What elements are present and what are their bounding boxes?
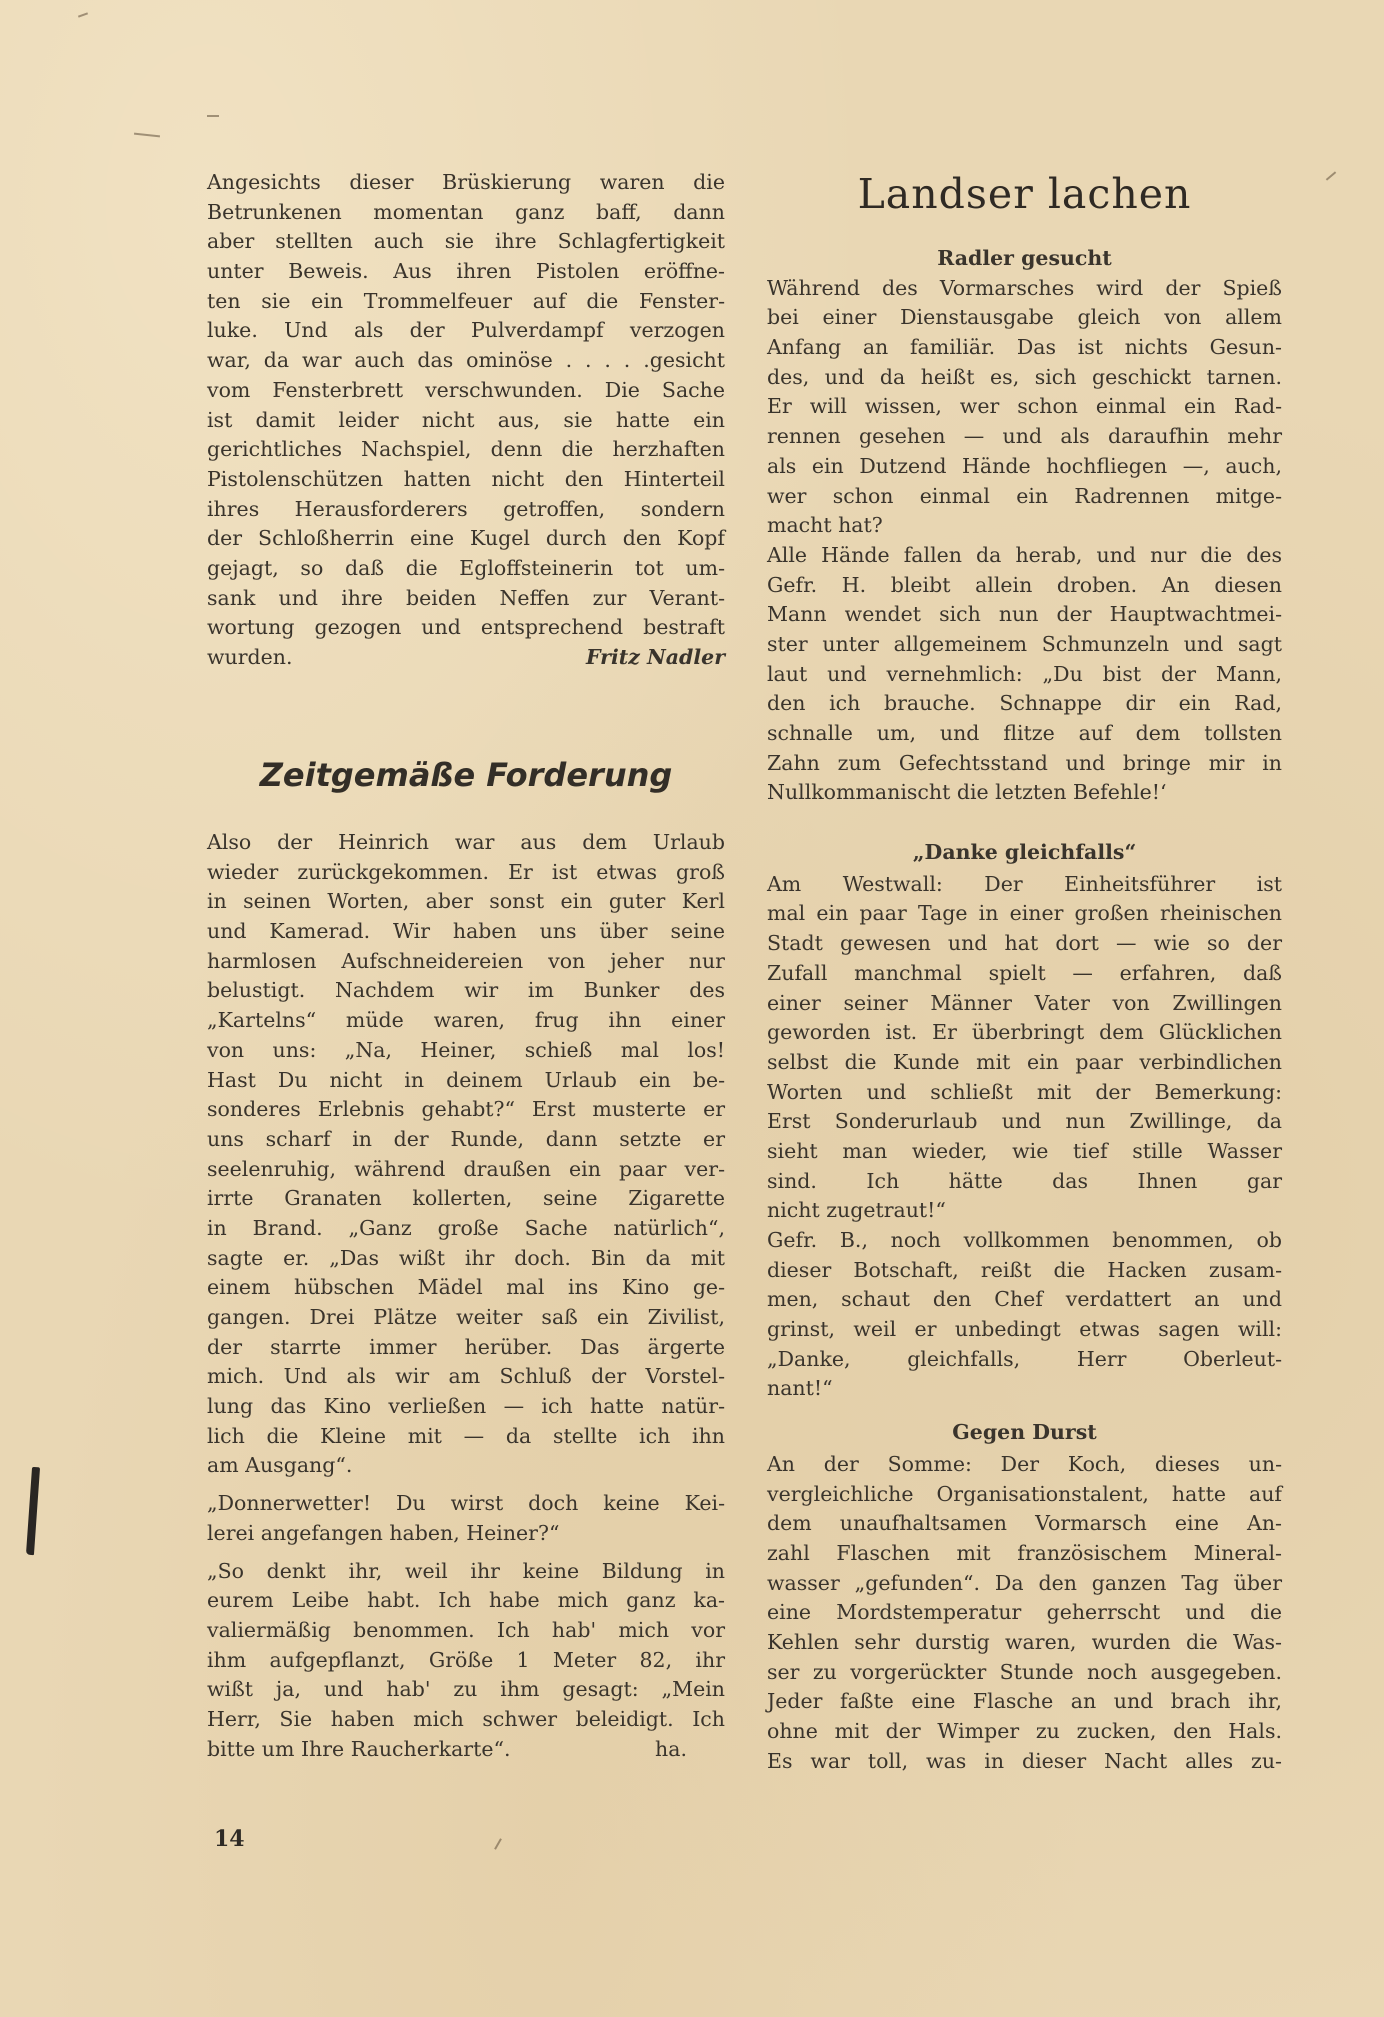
section-heading-durst: Gegen Durst (952, 1420, 1097, 1445)
text-line: Jeder faßte eine Flasche an und brach ihr, (767, 1689, 1282, 1714)
text-line: einem hübschen Mädel mal ins Kino ge- (207, 1275, 725, 1300)
text-line: laut und vernehmlich: „Du bist der Mann, (767, 661, 1282, 686)
article-author: ha. (655, 1736, 687, 1761)
text-line: gejagt, so daß die Egloffsteinerin tot um- (207, 555, 725, 580)
text-line: nicht zugetraut!“ (767, 1198, 946, 1223)
story-final-line (207, 643, 725, 673)
text-line: Angesichts dieser Brüskierung waren die (207, 170, 725, 194)
text-line: des, und da heißt es, sich geschickt tarnen. (767, 364, 1282, 389)
text-line: und Kamerad. Wir haben uns über seine (207, 919, 725, 944)
text-line: geworden ist. Er überbringt dem Glücklichen (767, 1020, 1282, 1045)
text-line: bei einer Dienstausgabe gleich von allem (767, 305, 1282, 330)
text-line: selbst die Kunde mit ein paar verbindlichen (767, 1049, 1282, 1074)
article-final-line (207, 1735, 725, 1765)
text-line: Herr, Sie haben mich schwer beleidigt. Ich (207, 1706, 725, 1731)
text-line: wißt ja, und hab' zu ihm gesagt: „Mein (207, 1677, 725, 1702)
text-line: macht hat? (767, 513, 883, 538)
text-line: Anfang an familiär. Das ist nichts Gesun- (767, 335, 1282, 360)
right-column (767, 244, 1282, 1776)
text-line: der Schloßherrin eine Kugel durch den Kopf (207, 526, 725, 551)
text-line: der starrte immer herüber. Das ärgerte (207, 1334, 725, 1359)
text-line: Gefr. B., noch vollkommen benommen, ob (767, 1228, 1282, 1252)
paper-speck (78, 12, 88, 17)
section-heading-radler: Radler gesucht (937, 246, 1112, 270)
text-line: zahl Flaschen mit französischem Mineral- (767, 1540, 1282, 1565)
text-line: An der Somme: Der Koch, dieses un- (767, 1451, 1282, 1476)
text-line: wieder zurückgekommen. Er ist etwas groß (207, 859, 725, 884)
text-line: eurem Leibe habt. Ich habe mich ganz ka- (207, 1588, 725, 1613)
text-line: gerichtliches Nachspiel, denn die herzhaften (207, 437, 725, 462)
text-line: „Kartelns“ müde waren, frug ihn einer (207, 1008, 725, 1033)
story-final-text: wurden. (207, 645, 293, 669)
text-line: gangen. Drei Plätze weiter saß ein Zivilist, (207, 1305, 725, 1329)
text-line: vergleichliche Organisationstalent, hatte auf (767, 1481, 1282, 1506)
text-line: Er will wissen, wer schon einmal ein Rad- (767, 394, 1282, 419)
text-line: ohne mit der Wimper zu zucken, den Hals. (767, 1719, 1282, 1743)
author-signature: Fritz Nadler (585, 645, 725, 669)
text-line: uns scharf in der Runde, dann setzte er (207, 1126, 725, 1151)
left-column (207, 168, 725, 673)
paper-speck (207, 115, 219, 117)
text-line: ihm aufgepflanzt, Größe 1 Meter 82, ihr (207, 1647, 725, 1672)
text-line: Zahn zum Gefechtsstand und bringe mir in (767, 750, 1282, 775)
text-line: war, da war auch das ominöse . . . . .gesicht (207, 348, 725, 373)
text-line: sieht man wieder, wie tief stille Wasser (767, 1138, 1282, 1163)
story-ending (207, 168, 725, 643)
text-line: eine Mordstemperatur geherrscht und die (767, 1600, 1282, 1625)
text-line: Nullkommanischt die letzten Befehle!‘ (767, 780, 1167, 805)
text-line: men, schaut den Chef verdattert an und (767, 1287, 1282, 1312)
text-line: dem unaufhaltsamen Vormarsch eine An- (767, 1511, 1282, 1536)
text-line: belustigt. Nachdem wir im Bunker des (207, 978, 725, 1003)
text-line: Es war toll, was in dieser Nacht alles zu- (767, 1748, 1282, 1773)
text-line: vom Fensterbrett verschwunden. Die Sache (207, 377, 725, 402)
text-line: von uns: „Na, Heiner, schieß mal los! (207, 1037, 725, 1062)
text-line: dieser Botschaft, reißt die Hacken zusam- (767, 1257, 1282, 1282)
article-body (207, 828, 725, 1764)
text-line: grinst, weil er unbedingt etwas sagen will: (767, 1317, 1282, 1342)
text-line: Stadt gewesen und hat dort — wie so der (767, 931, 1282, 956)
paper-speck (494, 1838, 502, 1849)
article-paragraph-3 (207, 1557, 725, 1735)
pencil-mark (26, 1467, 40, 1555)
text-line: als ein Dutzend Hände hochfliegen —, auch, (767, 453, 1282, 478)
text-line: „Danke, gleichfalls, Herr Oberleut- (767, 1346, 1282, 1371)
text-line: ist damit leider nicht aus, sie hatte ein (207, 407, 725, 432)
text-line: Während des Vormarsches wird der Spieß (767, 275, 1282, 300)
text-line: Hast Du nicht in deinem Urlaub ein be- (207, 1067, 725, 1092)
page-number: 14 (214, 1826, 245, 1852)
text-line: wortung gezogen und entsprechend bestraft (207, 615, 725, 640)
text-line: valiermäßig benommen. Ich hab' mich vor (207, 1617, 725, 1642)
section-body-radler (767, 274, 1282, 808)
text-line: Kehlen sehr durstig waren, wurden die Was- (767, 1629, 1282, 1654)
text-line: Betrunkenen momentan ganz baff, dann (207, 199, 725, 224)
article-final-text: bitte um Ihre Raucherkarte“. (207, 1736, 511, 1761)
text-line: Mann wendet sich nun der Hauptwachtmei- (767, 602, 1282, 627)
text-line: Alle Hände fallen da herab, und nur die des (767, 542, 1282, 567)
text-line: Pistolenschützen hatten nicht den Hinterteil (207, 466, 725, 491)
text-line: wer schon einmal ein Radrennen mitge- (767, 483, 1282, 508)
section-body-danke (767, 870, 1282, 1404)
text-line: ser zu vorgerückter Stunde noch ausgegeben. (767, 1659, 1282, 1684)
section-title-landser-lachen: Landser lachen (857, 170, 1192, 218)
text-line: mal ein paar Tage in einer großen rheinischen (767, 901, 1282, 926)
text-line: irrte Granaten kollerten, seine Zigarette (207, 1186, 725, 1211)
text-line: ihres Herausforderers getroffen, sondern (207, 496, 725, 521)
article-paragraph-2 (207, 1489, 725, 1548)
article-title: Zeitgemäße Forderung (259, 756, 673, 794)
paper-speck (1326, 171, 1336, 180)
text-line: „Donnerwetter! Du wirst doch keine Kei- (207, 1491, 725, 1516)
text-line: ster unter allgemeinem Schmunzeln und sagt (767, 631, 1282, 656)
text-line: sonderes Erlebnis gehabt?“ Erst musterte er (207, 1097, 725, 1122)
text-line: Zufall manchmal spielt — erfahren, daß (767, 960, 1282, 985)
text-line: in Brand. „Ganz große Sache natürlich“, (207, 1215, 725, 1240)
section-body-durst (767, 1450, 1282, 1777)
text-line: lerei angefangen haben, Heiner?“ (207, 1520, 560, 1545)
text-line: „So denkt ihr, weil ihr keine Bildung in (207, 1558, 725, 1583)
text-line: Gefr. H. bleibt allein droben. An diesen (767, 572, 1282, 597)
text-line: Also der Heinrich war aus dem Urlaub (207, 830, 725, 854)
text-line: sank und ihre beiden Neffen zur Verant- (207, 585, 725, 610)
text-line: schnalle um, und flitze auf dem tollsten (767, 721, 1282, 745)
text-line: Erst Sonderurlaub und nun Zwillinge, da (767, 1109, 1282, 1134)
text-line: ten sie ein Trommelfeuer auf die Fenster- (207, 288, 725, 313)
text-line: lich die Kleine mit — da stellte ich ihn (207, 1423, 725, 1448)
text-line: sagte er. „Das wißt ihr doch. Bin da mit (207, 1245, 725, 1270)
text-line: lung das Kino verließen — ich hatte natür- (207, 1394, 725, 1419)
text-line: aber stellten auch sie ihre Schlagfertigkeit (207, 229, 725, 254)
text-line: den ich brauche. Schnappe dir ein Rad, (767, 691, 1282, 716)
text-line: Am Westwall: Der Einheitsführer ist (767, 871, 1282, 896)
text-line: unter Beweis. Aus ihren Pistolen eröffne- (207, 259, 725, 284)
text-line: am Ausgang“. (207, 1453, 353, 1478)
text-line: seelenruhig, während draußen ein paar ver- (207, 1156, 725, 1181)
text-line: sind. Ich hätte das Ihnen gar (767, 1168, 1282, 1193)
section-heading-danke: „Danke gleichfalls“ (912, 840, 1137, 865)
text-line: in seinen Worten, aber sonst ein guter Kerl (207, 889, 725, 914)
text-line: nant!“ (767, 1376, 833, 1401)
paper-speck (134, 133, 160, 138)
text-line: einer seiner Männer Vater von Zwillingen (767, 990, 1282, 1015)
text-line: luke. Und als der Pulverdampf verzogen (207, 318, 725, 343)
article-paragraph-1 (207, 828, 725, 1481)
text-line: mich. Und als wir am Schluß der Vorstel- (207, 1364, 725, 1389)
text-line: harmlosen Aufschneidereien von jeher nur (207, 948, 725, 973)
text-line: Worten und schließt mit der Bemerkung: (767, 1079, 1282, 1104)
text-line: rennen gesehen — und als daraufhin mehr (767, 424, 1282, 449)
text-line: wasser „gefunden“. Da den ganzen Tag über (767, 1570, 1282, 1595)
